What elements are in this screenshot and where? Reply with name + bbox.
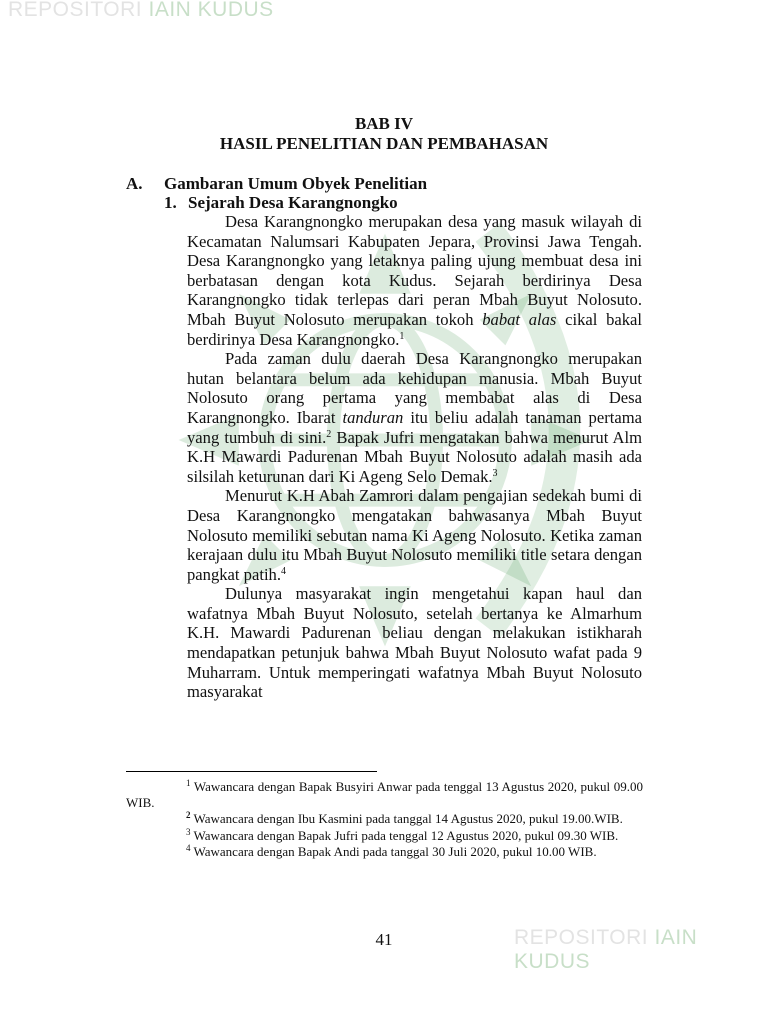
footnote-num-2: 2	[186, 810, 191, 821]
footnote-num-4: 4	[186, 842, 191, 853]
repository-watermark-bottom	[514, 926, 768, 974]
subsection-marker: 1.	[164, 193, 177, 212]
page-number: 41	[375, 930, 393, 949]
watermark-bottom-part1: REPOSITORI	[514, 926, 649, 949]
footnote-ref-1[interactable]: 1	[399, 330, 405, 342]
footnote-ref-4[interactable]: 4	[281, 565, 287, 577]
body-text	[187, 212, 642, 702]
paragraph-3	[187, 486, 642, 584]
footnote-4	[126, 844, 643, 860]
p2-text-b: itu beliu adalah tanaman pertama yang tumbuh di sini.	[187, 407, 642, 447]
section-title: Gambaran Umum Obyek Penelitian	[164, 174, 428, 193]
watermark-bottom-part2: IAIN KUDUS	[514, 926, 698, 973]
footnote-1	[126, 779, 643, 811]
footnote-text-3: Wawancara dengan Bapak Jufri pada tenggal 12 Agustus 2020, pukul 09.30 WIB.	[190, 827, 619, 843]
paragraph-1	[187, 212, 642, 349]
subsection-title: Sejarah Desa Karangnongko	[188, 193, 398, 212]
watermark-top-part2: IAIN KUDUS	[148, 0, 274, 21]
footnote-ref-3[interactable]: 3	[492, 467, 498, 479]
p2-text-a: Pada zaman dulu daerah Desa Karangnongko merupakan hutan belantara belum ada kehidupan manusia. Mbah Buyut Nolosuto orang pertama yang membabat alas di Desa Karangnongko. Ibarat	[187, 349, 642, 427]
section-heading	[126, 174, 427, 194]
p3-text-a: Menurut K.H Abah Zamrori dalam pengajian sedekah bumi di Desa Karangnongko mengatakan bahwasanya Mbah Buyut Nolosuto memiliki sebutan nama Ki Ageng Nolosuto. Ketika zaman kerajaan dulu itu Mbah Buyut Nolosuto memiliki title setara dengan pangkat patih.	[187, 486, 642, 584]
p2-text-c: Bapak Jufri mengatakan bahwa menurut Alm K.H Mawardi Padurenan Mbah Buyut Nolosuto adalah masih ada silsilah keturunan dari Ki Ageng Selo Demak.	[187, 427, 643, 486]
paragraph-2	[187, 349, 642, 486]
chapter-title: HASIL PENELITIAN DAN PEMBAHASAN	[219, 134, 549, 153]
section-marker: A.	[126, 174, 143, 193]
subsection-heading	[164, 193, 398, 213]
p1-text-a: Desa Karangnongko merupakan desa yang masuk wilayah di Kecamatan Nalumsari Kabupaten Jepara, Provinsi Jawa Tengah. Desa Karangnongko yang letaknya paling ujung membuat desa ini berbatasan dengan kota Kudus. Sejarah berdirinya Desa Karangnongko tidak terlepas dari peran Mbah Buyut Nolosuto. Mbah Buyut Nolosuto merupakan tokoh	[187, 212, 642, 329]
footnote-3	[126, 828, 643, 844]
paragraph-4	[187, 584, 642, 702]
p1-italic-term: babat alas	[482, 309, 557, 329]
footnote-text-1: Wawancara dengan Bapak Busyiri Anwar pada tenggal 13 Agustus 2020, pukul 09.00 WIB.	[126, 779, 643, 811]
p1-text-b: cikal bakal berdirinya Desa Karangnongko.	[187, 309, 643, 349]
chapter-number: BAB IV	[354, 114, 414, 133]
p4-text-a: Dulunya masyarakat ingin mengetahui kapan haul dan wafatnya Mbah Buyut Nolosuto, setelah bertanya ke Almarhum K.H. Mawardi Padurenan beliau dengan melakukan istikharah mendapatkan petunjuk bahwa Mbah Buyut Nolosuto wafat pada 9 Muharram. Untuk memperingati wafatnya Mbah Buyut Nolosuto masyarakat	[187, 584, 642, 702]
footnote-divider	[126, 771, 377, 772]
footnote-2	[126, 811, 643, 827]
footnotes	[126, 779, 643, 860]
footnote-num-3: 3	[186, 826, 191, 837]
footnote-num-1: 1	[186, 778, 191, 788]
footnote-text-2: Wawancara dengan Ibu Kasmini pada tanggal 14 Agustus 2020, pukul 19.00.WIB.	[190, 811, 623, 827]
footnote-ref-2[interactable]: 2	[326, 428, 332, 440]
p2-italic-term: tanduran	[342, 407, 404, 427]
footnote-text-4: Wawancara dengan Bapak Andi pada tanggal 30 Juli 2020, pukul 10.00 WIB.	[190, 843, 597, 859]
repository-watermark-top	[8, 0, 274, 22]
watermark-top-part1: REPOSITORI	[8, 0, 143, 21]
